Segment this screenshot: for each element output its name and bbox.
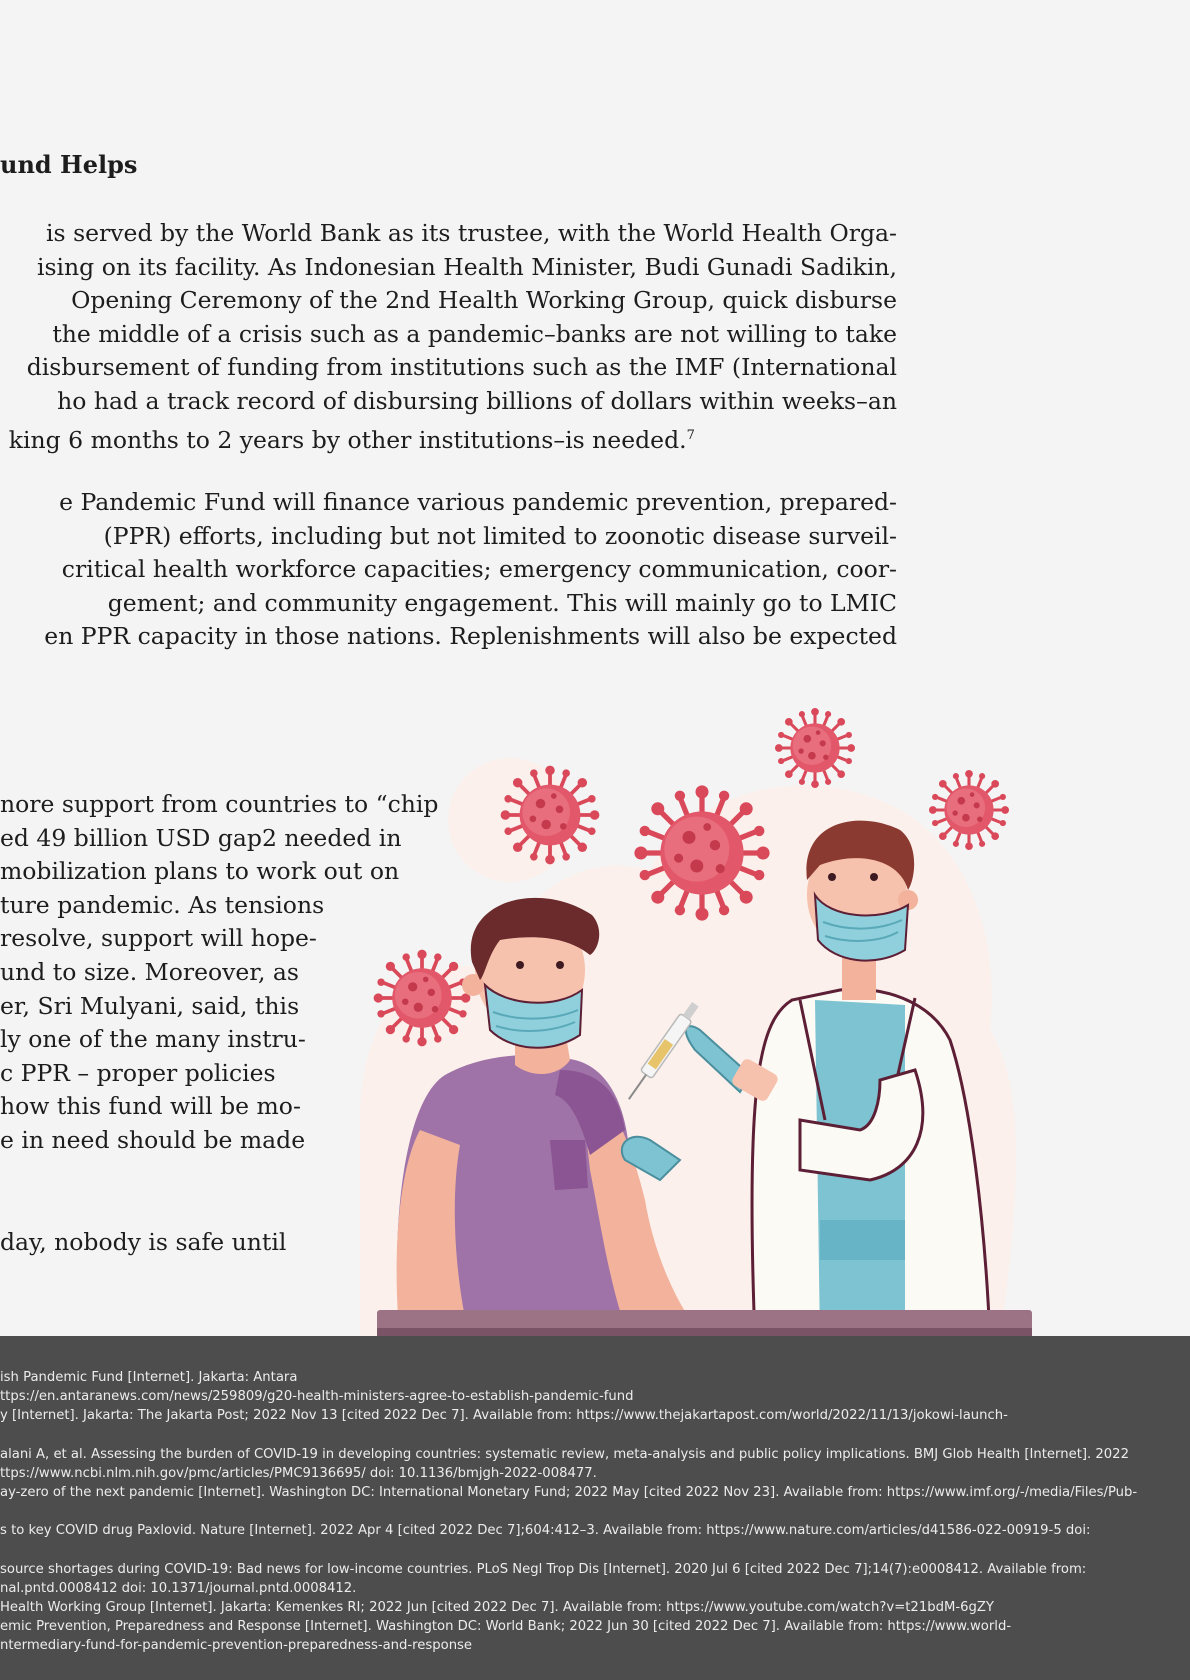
reference-line: s to key COVID drug Paxlovid. Nature [Internet]. 2022 Apr 4 [cited 2022 Dec 7];604:412–3. Available from: https://www.nature.com/articles/d41586-022-00919-5 doi: [0,1523,1091,1538]
text-line: (PPR) efforts, including but not limited to zoonotic disease surveil- [103,521,897,550]
reference-line: Health Working Group [Internet]. Jakarta: Kemenkes RI; 2022 Jun [cited 2022 Dec 7]. Available from: https://www.youtube.com/watch?v=t21bdM-6gZY [0,1600,994,1615]
reference-line: emic Prevention, Preparedness and Response [Internet]. Washington DC: World Bank; 2022 Jun 30 [cited 2022 Dec 7]. Available from: https://www.world- [0,1619,1012,1634]
reference-line: ttps://en.antaranews.com/news/259809/g20-health-ministers-agree-to-establish-pandemic-fund [0,1389,634,1404]
text-line: er, Sri Mulyani, said, this [0,991,300,1020]
reference-line: alani A, et al. Assessing the burden of COVID-19 in developing countries: systematic review, meta-analysis and public policy implications. BMJ Glob Health [Internet]. 2022 [0,1447,1129,1462]
reference-line: ntermediary-fund-for-pandemic-prevention-preparedness-and-response [0,1638,473,1653]
reference-line: ish Pandemic Fund [Internet]. Jakarta: Antara [0,1370,298,1385]
text-line: resolve, support will hope- [0,924,317,953]
text-line: und to size. Moreover, as [0,957,299,986]
text-line: mobilization plans to work out on [0,857,400,886]
footnote-marker: 7 [686,427,695,443]
reference-line: y [Internet]. Jakarta: The Jakarta Post; 2022 Nov 13 [cited 2022 Dec 7]. Available from: https://www.thejakartapost.com/world/2022/11/13/jokowi-launch- [0,1408,1008,1423]
text-line: ed 49 billion USD gap2 needed in [0,823,402,852]
text-line: ture pandemic. As tensions [0,890,325,919]
text-line: en PPR capacity in those nations. Replenishments will also be expected [44,622,897,651]
section-heading: und Helps [0,150,138,179]
text-line: ho had a track record of disbursing billions of dollars within weeks–an [57,386,897,415]
text-line: c PPR – proper policies [0,1058,276,1087]
vaccination-illustration [360,700,1050,1340]
text-line: how this fund will be mo- [0,1092,301,1121]
text-line: e in need should be made [0,1125,306,1154]
text-line: is served by the World Bank as its trustee, with the World Health Orga- [46,219,897,247]
paragraph-1 [8,217,897,457]
text-line: ly one of the many instru- [0,1025,306,1054]
text-line: gement; and community engagement. This will mainly go to LMIC [107,588,897,617]
text-line: ising on its facility. As Indonesian Health Minister, Budi Gunadi Sadikin, [36,252,897,281]
text-line: the middle of a crisis such as a pandemic–banks are not willing to take [52,319,897,348]
paragraph-2 [44,486,897,654]
reference-line: ay-zero of the next pandemic [Internet]. Washington DC: International Monetary Fund; 2022 May [cited 2022 Nov 23]. Available from: https://www.imf.org/-/media/Files/Pub- [0,1485,1138,1500]
references-footer [0,1336,1190,1680]
paragraph-4 [0,1226,286,1260]
text-line: e Pandemic Fund will finance various pandemic prevention, prepared- [59,488,897,516]
reference-line: ttps://www.ncbi.nlm.nih.gov/pmc/articles/PMC9136695/ doi: 10.1136/bmjgh-2022-008477. [0,1466,597,1481]
reference-line: source shortages during COVID-19: Bad news for low-income countries. PLoS Negl Trop Dis [Internet]. 2020 Jul 6 [cited 2022 Dec 7];14(7):e0008412. Available from: [0,1562,1087,1577]
text-line-last [9,419,879,458]
text-line: disbursement of funding from institutions such as the IMF (International [26,353,897,382]
text-line: Opening Ceremony of the 2nd Health Working Group, quick disburse [71,286,897,315]
reference-line: nal.pntd.0008412 doi: 10.1371/journal.pntd.0008412. [0,1581,357,1596]
text-line: critical health workforce capacities; emergency communication, coor- [61,555,897,584]
text-line: day, nobody is safe until [0,1228,287,1256]
text-line: nore support from countries to “chip [0,790,439,818]
text-line-content: king 6 months to 2 years by other institutions–is needed. [8,425,687,454]
